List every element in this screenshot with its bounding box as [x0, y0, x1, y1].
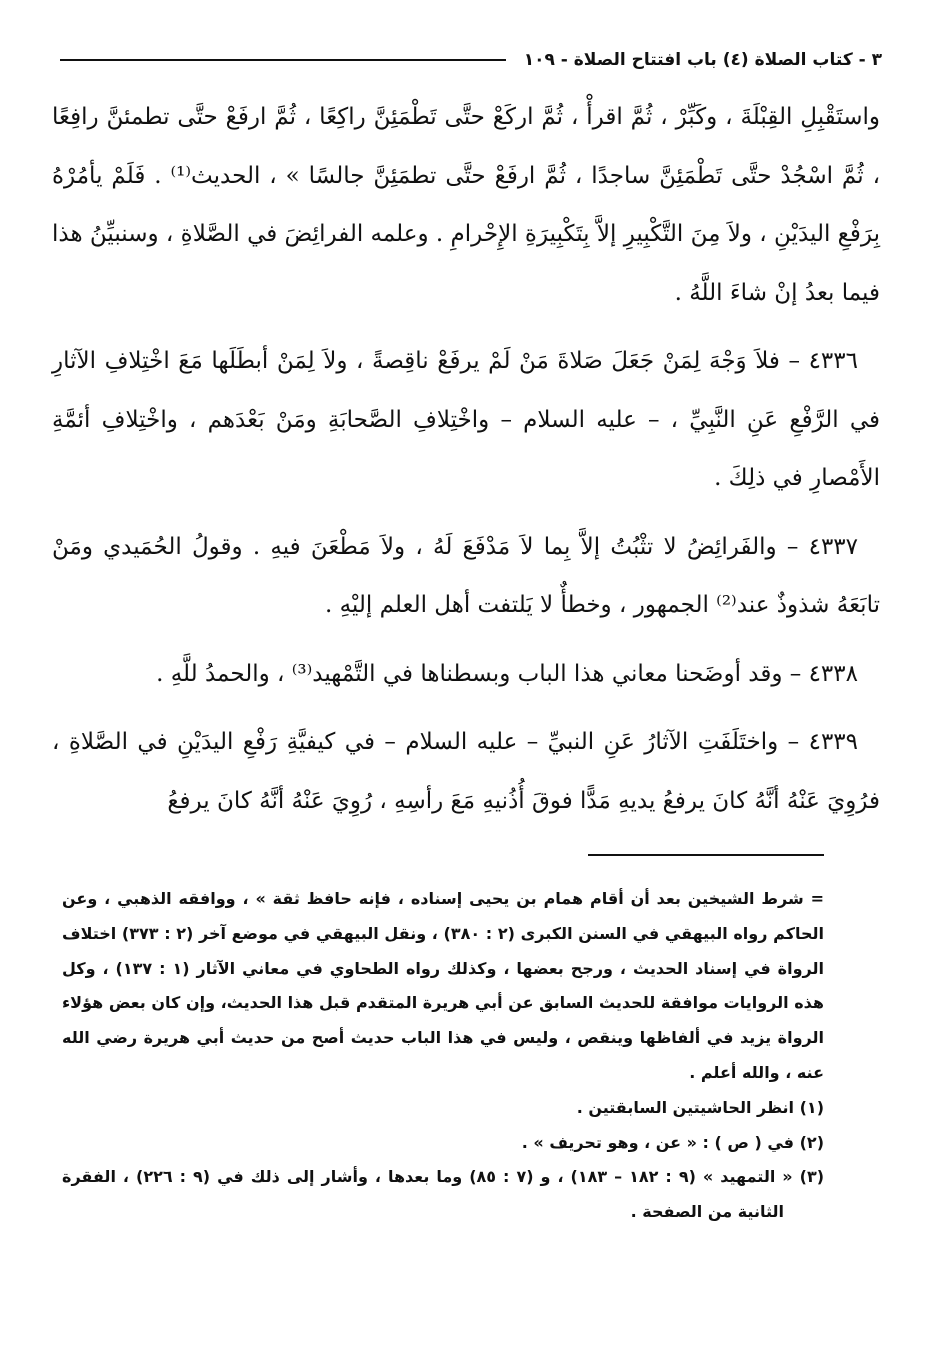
paragraph-text: – فلاَ وَجْهَ لِمَنْ جَعَلَ صَلاةَ مَنْ لَمْ يرفَعْ ناقِصةً ، ولاَ لِمَنْ أبطَلَها مَعَ اخْتِلافِ الآثارِ في الرَّفْعِ عَنِ النَّبِيِّ ، – عليه السلام – واخْتِلافِ الصَّحابَةِ ومَنْ بَعْدَهم ، واخْتِلافِ أئمَّةِ الأَمْصارِ في ذلِكَ .	[52, 348, 880, 491]
paragraph-intro	[52, 88, 880, 322]
footnote-text: في ( ص ) : « عن ، وهو تحريف » .	[521, 1132, 795, 1152]
footnote-separator	[588, 854, 824, 856]
footnote-label: (٢)	[799, 1132, 824, 1152]
paragraph-text: – واختَلَفَتِ الآثارُ عَنِ النبيِّ – عليه السلام – في كيفيَّةِ رَفْعِ اليدَيْنِ في الصَّلاةِ ، فرُوِيَ عَنْهُ أنَّهُ كانَ يرفعُ يديهِ مَدًّا فوقَ أُذُنيهِ مَعَ رأسِهِ ، رُوِيَ عَنْهُ أنَّهُ كانَ يرفعُ	[52, 729, 880, 814]
paragraph-text: واستَقْبِلِ القِبْلَةَ ، وكَبِّرْ ، ثُمَّ اقرأْ ، ثُمَّ اركَعْ حتَّى تَطْمَئِنَّ راكِعًا ، ثُمَّ ارفَعْ حتَّى تطمئنَّ رافِعًا ، ثُمَّ اسْجُدْ حتَّى تَطْمَئِنَّ ساجدًا ، ثُمَّ ارفَعْ حتَّى تطمَئِنَّ جالسًا » ، الحديث⁽¹⁾ . فَلَمْ يأمُرْهُ بِرَفْعِ اليدَيْنِ ، ولاَ مِنَ التَّكْبِيرِ إلاَّ بِتَكْبِيرَةِ الإِحْرامِ . وعلمه الفرائِضَ في الصَّلاةِ ، وسنبيِّنُ هذا فيما بعدُ إنْ شاءَ اللَّهُ .	[51, 104, 880, 306]
paragraph-text: – والفَرائِضُ لا تثْبُتُ إلاَّ بِما لاَ مَدْفَعَ لَهُ ، ولاَ مَطْعَنَ فيهِ . وقولُ الحُمَيدي ومَنْ تابَعَهُ شذوذٌ عند⁽²⁾ الجمهور ، وخطأٌ لا يَلتفت أهل العلم إليْهِ .	[52, 533, 880, 618]
paragraph-4336	[52, 332, 880, 508]
paragraph-number: ٤٣٣٨	[808, 660, 858, 687]
paragraph-text: – وقد أوضَحنا معاني هذا الباب وبسطناها في التَّمْهيد⁽³⁾ ، والحمدُ للَّهِ .	[156, 660, 802, 687]
footnote-text: « التمهيد » (٩ : ١٨٢ – ١٨٣) ، و (٧ : ٨٥) وما بعدها ، وأشار إلى ذلك في (٩ : ٢٢٦) ، الفقرة الثانية من الصفحة .	[62, 1167, 793, 1222]
paragraph-4337	[52, 518, 880, 635]
paragraph-number: ٤٣٣٧	[808, 533, 859, 560]
footnote-3	[62, 1160, 824, 1230]
footnote-2	[62, 1126, 824, 1161]
running-header	[60, 40, 882, 80]
footnote-continuation: = شرط الشيخين بعد أن أقام همام بن يحيى إسناده ، فإنه حافظ ثقة » ، ووافقه الذهبي ، وعن الحاكم رواه البيهقي في السنن الكبرى (٢ : ٣٨٠) ، ونقل البيهقي في موضع آخر (٢ : ٣٧٣) اختلاف الرواة في إسناد الحديث ، ورجح بعضها ، وكذلك رواه الطحاوي في معاني الآثار (١ : ١٣٧) ، وكل هذه الروايات موافقة للحديث السابق عن أبي هريرة المتقدم قبل هذا الحديث، وإن كان بعض هؤلاء الرواة يزيد في ألفاظها وينقص ، وليس في هذا الباب حديث أصح من حديث أبي هريرة رضي الله عنه ، والله أعلم .	[62, 889, 825, 1082]
footnote-1	[62, 1091, 824, 1126]
main-text	[52, 88, 880, 840]
paragraph-number: ٤٣٣٦	[808, 348, 858, 374]
paragraph-4339	[52, 713, 880, 830]
footnotes	[62, 882, 824, 1230]
paragraph-4338	[52, 645, 880, 704]
footnote-label: (٣)	[799, 1167, 825, 1187]
paragraph-number: ٤٣٣٩	[808, 729, 859, 755]
header-rule	[60, 59, 506, 61]
footnote-label: (١)	[799, 1097, 824, 1117]
header-title: ٣ - كتاب الصلاة (٤) باب افتتاح الصلاة - ١٠٩	[523, 50, 882, 70]
footnote-text: انظر الحاشيتين السابقتين .	[576, 1097, 795, 1117]
